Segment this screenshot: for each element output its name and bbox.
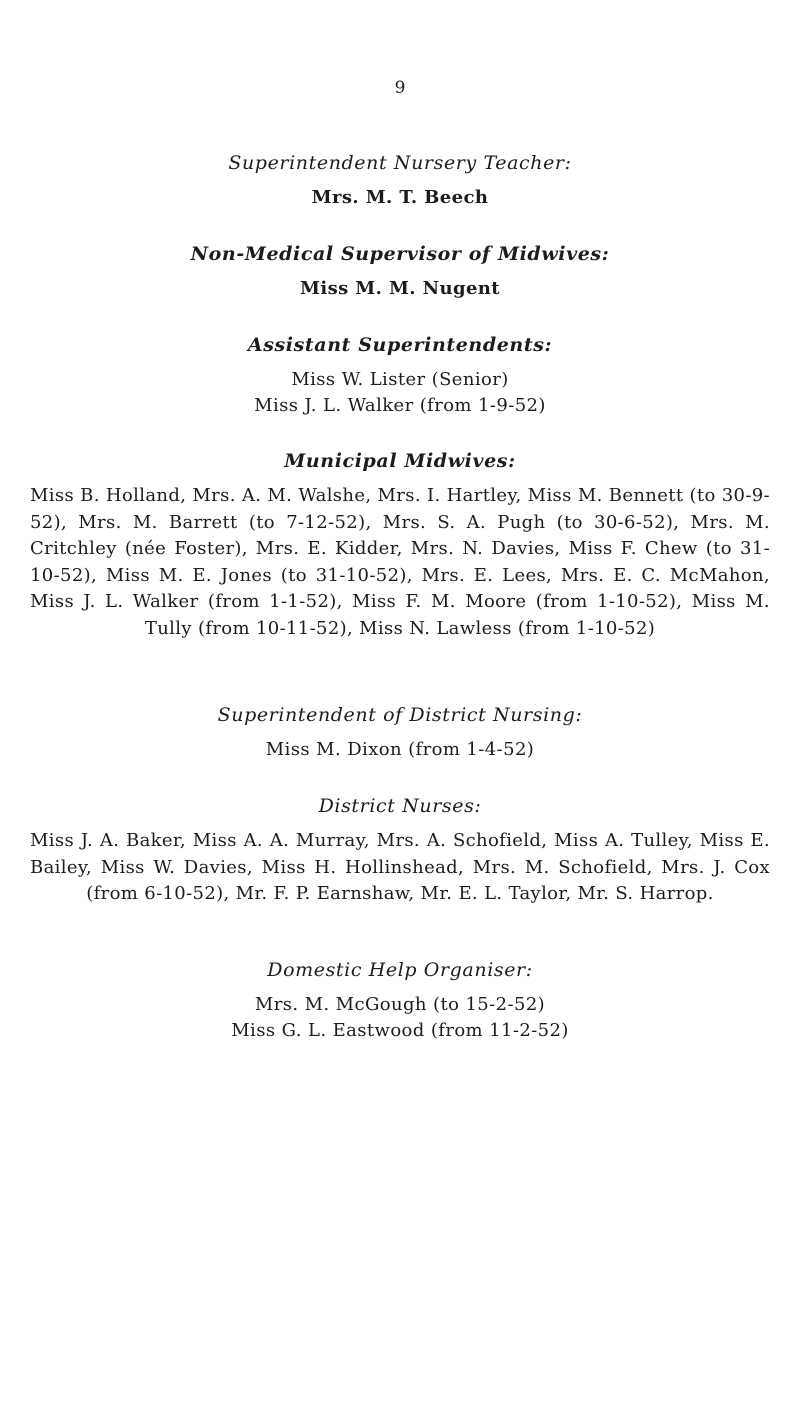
section-heading: Municipal Midwives:	[284, 450, 516, 472]
section-heading: Non-Medical Supervisor of Midwives:	[190, 243, 610, 265]
person-name: Miss M. Dixon (from 1-4-52)	[265, 739, 535, 760]
section-heading: District Nurses:	[318, 795, 482, 817]
person-name: Mrs. M. T. Beech	[311, 187, 489, 208]
section-domestic-help	[0, 957, 800, 1044]
person-name: Mrs. M. McGough (to 15-2-52)	[254, 994, 546, 1015]
section-midwife-supervisor	[0, 241, 800, 302]
section-district-nurses	[0, 793, 800, 908]
person-name: Miss J. L. Walker (from 1-9-52)	[254, 395, 546, 416]
section-heading: Superintendent Nursery Teacher:	[228, 152, 572, 174]
page-number: 9	[394, 78, 406, 98]
section-assistant-superintendents	[0, 332, 800, 419]
section-heading: Assistant Superintendents:	[247, 334, 553, 356]
section-heading: Superintendent of District Nursing:	[217, 704, 583, 726]
person-name: Miss G. L. Eastwood (from 11-2-52)	[231, 1020, 569, 1041]
section-municipal-midwives	[0, 448, 800, 642]
person-name: Miss M. M. Nugent	[300, 278, 500, 299]
person-name: Miss W. Lister (Senior)	[291, 369, 509, 390]
nurses-list: Miss J. A. Baker, Miss A. A. Murray, Mrs. A. Schofield, Miss A. Tulley, Miss E. Bailey, Miss W. Davies, Miss H. Hollinshead, Mrs. M. Schofield, Mrs. J. Cox (from 6-10-52), Mr. F. P. Earnshaw, Mr. E. L. Taylor, Mr. S. Harrop.	[30, 830, 770, 904]
section-nursery-teacher	[0, 150, 800, 211]
section-heading: Domestic Help Organiser:	[267, 959, 533, 981]
midwives-list: Miss B. Holland, Mrs. A. M. Walshe, Mrs. I. Hartley, Miss M. Bennett (to 30-9-52), Mrs. M. Barrett (to 7-12-52), Mrs. S. A. Pugh (to 30-6-52), Mrs. M. Critchley (née Foster), Mrs. E. Kidder, Mrs. N. Davies, Miss F. Chew (to 31-10-52), Miss M. E. Jones (to 31-10-52), Mrs. E. Lees, Mrs. E. C. McMahon, Miss J. L. Walker (from 1-1-52), Miss F. M. Moore (from 1-10-52), Miss M. Tully (from 10-11-52), Miss N. Lawless (from 1-10-52)	[30, 485, 770, 639]
section-district-nursing-superintendent	[0, 702, 800, 763]
